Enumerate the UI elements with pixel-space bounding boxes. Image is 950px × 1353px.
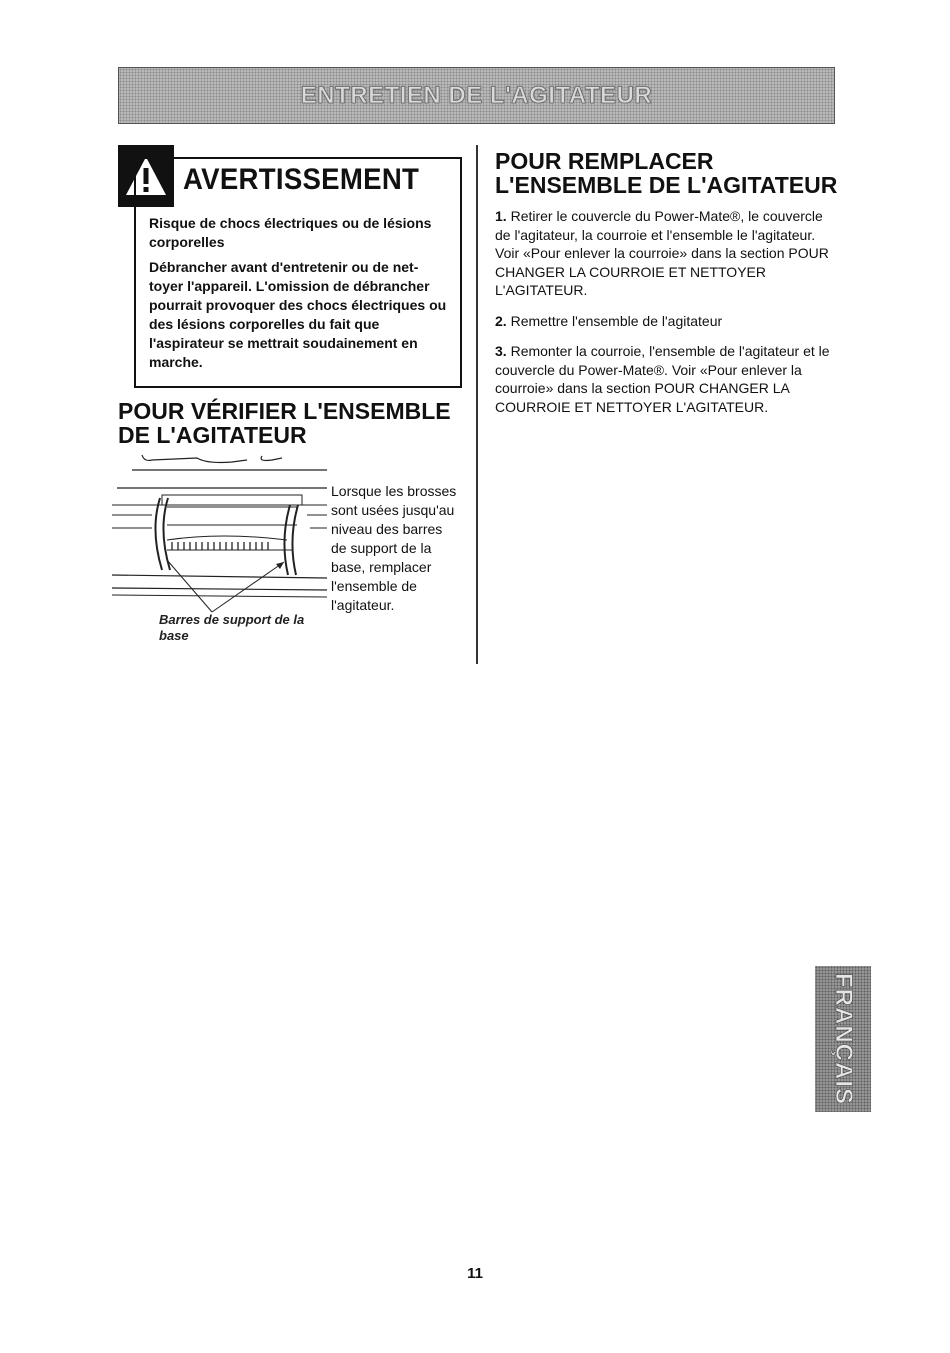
step-item [495, 342, 835, 416]
language-label: FRANÇAIS [830, 973, 857, 1105]
step-text: Remettre l'ensemble de l'agitateur [510, 312, 723, 329]
replace-steps-list [495, 207, 835, 428]
step-text: Remonter la courroie, l'ensemble de l'agitateur et le couvercle du Power-Mate®. Voir «Pour enlever la courroie» dans la section POUR CHANGER LA COURROIE ET NETTOYER L'AGITATEUR. [495, 343, 830, 415]
step-item [495, 207, 835, 300]
step-number: 1. [495, 208, 507, 224]
warning-text [149, 214, 449, 378]
warning-title: AVERTISSEMENT [183, 163, 420, 196]
section-header-bar [118, 67, 835, 124]
column-divider [476, 145, 478, 664]
figure-side-text: Lorsque les brosses sont usées jusqu'au niveau des barres de support de la base, remplacer l'ensemble de l'agitateur. [331, 483, 457, 613]
step-number: 3. [495, 343, 507, 359]
figure-caption: Barres de support de la base [159, 612, 305, 643]
step-item [495, 312, 835, 331]
page-number: 11 [467, 1265, 483, 1282]
step-text: Retirer le couvercle du Power-Mate®, le couvercle de l'agitateur, la courroie et l'ensemble le l'agitateur. Voir «Pour enlever la courroie» dans la section POUR CHANGER LA COURROIE ET NETTOYER L'AGITATEUR. [495, 208, 829, 298]
warning-paragraph: Débrancher avant d'entretenir ou de net-toyer l'appareil. L'omission de débrancher pourrait provoquer des chocs électriques ou des lésions corporelles du fait que l'aspirateur se mettrait soudainement en marche. [149, 259, 447, 370]
agitator-illustration [112, 450, 327, 620]
replace-agitator-heading: POUR REMPLACER L'ENSEMBLE DE L'AGITATEUR [495, 148, 838, 198]
check-agitator-heading: POUR VÉRIFIER L'ENSEMBLE DE L'AGITATEUR [118, 398, 451, 448]
step-number: 2. [495, 312, 507, 329]
warning-paragraph: Risque de chocs électriques ou de lésions corporelles [149, 215, 432, 250]
language-tab [815, 966, 871, 1112]
section-title: ENTRETIEN DE L'AGITATEUR [300, 81, 653, 109]
